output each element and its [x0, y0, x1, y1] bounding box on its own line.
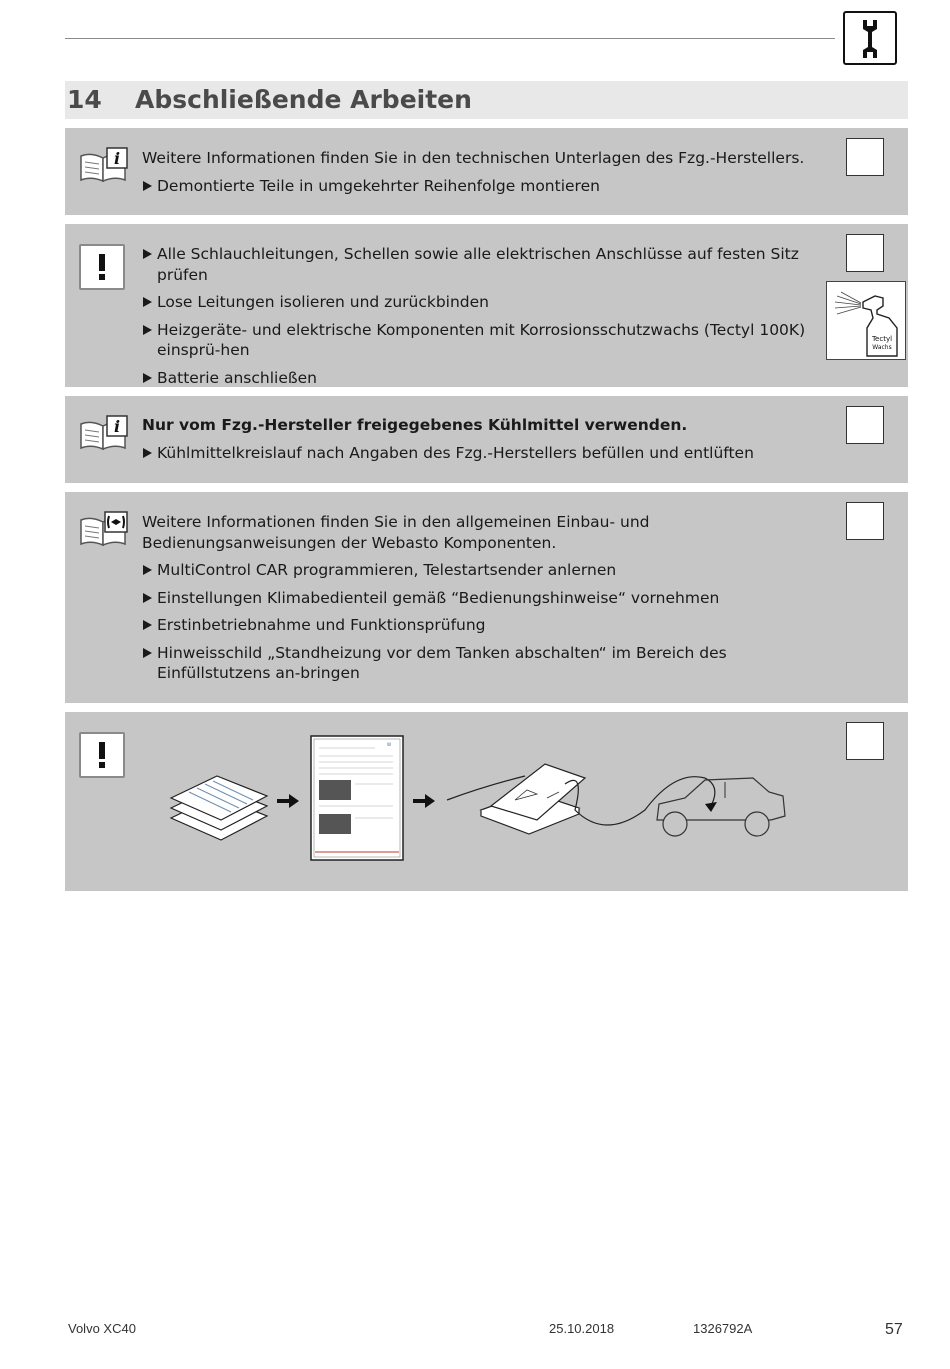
block-2-item-3: Heizgeräte- und elektrische Komponenten mit Korrosionsschutzwachs (Tectyl 100K) einsprü-hen — [142, 320, 822, 361]
block-3-item-1: Kühlmittelkreislauf nach Angaben des Fzg.-Herstellers befüllen und entlüften — [142, 443, 822, 464]
svg-text:i: i — [113, 149, 121, 168]
block-4-checkbox[interactable] — [846, 502, 884, 540]
wrench-icon — [843, 11, 897, 65]
svg-text:W: W — [387, 742, 391, 747]
spray-label-1: Tectyl — [871, 335, 893, 343]
info-block-3 — [65, 492, 908, 703]
page-number: 57 — [885, 1321, 903, 1338]
header-rule — [65, 38, 835, 39]
spray-wax-icon — [826, 281, 906, 360]
svg-text:i: i — [113, 417, 121, 436]
info-block-1 — [65, 128, 908, 215]
block-2-item-4: Batterie anschließen — [142, 368, 822, 389]
warning-block-1 — [65, 224, 908, 387]
block-4-item-2: Einstellungen Klimabedienteil gemäß “Bedienungshinweise“ vornehmen — [142, 588, 822, 609]
manual-info-icon — [79, 146, 129, 190]
block-2-checkbox[interactable] — [846, 234, 884, 272]
spray-label-2: Wachs — [872, 344, 892, 351]
warning-icon — [79, 732, 125, 778]
section-title-bar — [65, 81, 908, 119]
block-4-item-3: Erstinbetriebnahme und Funktionsprüfung — [142, 615, 822, 636]
manual-info-icon — [79, 414, 129, 458]
section-number: 14 — [67, 85, 102, 114]
block-3-checkbox[interactable] — [846, 406, 884, 444]
warning-icon — [79, 244, 125, 290]
info-block-2 — [65, 396, 908, 483]
block-2-item-2: Lose Leitungen isolieren und zurückbinden — [142, 292, 822, 313]
block-4-item-4: Hinweisschild „Standheizung vor dem Tanken abschalten“ im Bereich des Einfüllstutzens an-bringen — [142, 643, 822, 684]
warning-block-2 — [65, 712, 908, 891]
block-5-checkbox[interactable] — [846, 722, 884, 760]
block-1-item-1: Demontierte Teile in umgekehrter Reihenfolge montieren — [142, 176, 822, 197]
block-3-intro: Nur vom Fzg.-Hersteller freigegebenes Kühlmittel verwenden. — [142, 416, 688, 434]
footer-date: 25.10.2018 — [549, 1321, 615, 1336]
block-4-item-1: MultiControl CAR programmieren, Telestartsender anlernen — [142, 560, 822, 581]
section-title: Abschließende Arbeiten — [135, 85, 472, 114]
block-2-item-1: Alle Schlauchleitungen, Schellen sowie alle elektrischen Anschlüsse auf festen Sitz prüfen — [142, 244, 822, 285]
manual-webasto-icon — [79, 510, 129, 554]
block-1-intro: Weitere Informationen finden Sie in den technischen Unterlagen des Fzg.-Herstellers. — [142, 149, 805, 167]
documents-to-vehicle-manual-illustration — [165, 730, 795, 885]
block-4-intro: Weitere Informationen finden Sie in den allgemeinen Einbau- und Bedienungsanweisungen der Webasto Komponenten. — [142, 513, 650, 552]
footer-doc-number: 1326792A — [693, 1321, 753, 1336]
footer-vehicle: Volvo XC40 — [68, 1321, 136, 1336]
block-1-checkbox[interactable] — [846, 138, 884, 176]
